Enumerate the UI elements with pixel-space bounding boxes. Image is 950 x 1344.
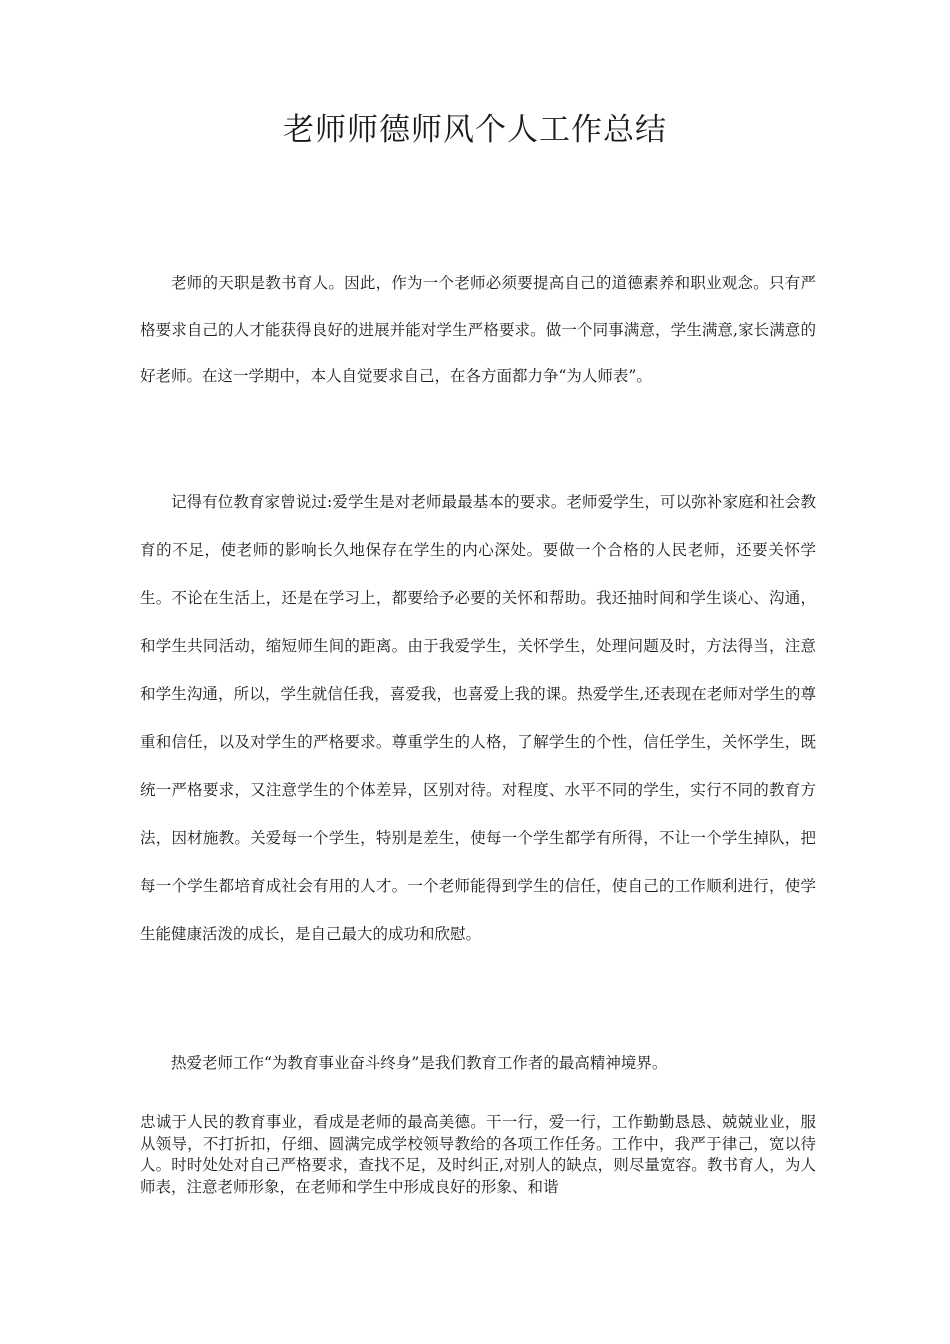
paragraph-loyalty: 忠诚于人民的教育事业，看成是老师的最高美德。干一行，爱一行，工作勤勤恳恳、兢兢业业，服从领导，不打折扣，仔细、圆满完成学校领导教给的各项工作任务。工作中，我严于律己，宽以待人。时时处处对自己严格要求，查找不足，及时纠正,对别人的缺点，则尽量宽容。教书育人，为人师表，注意老师形象，在老师和学生中形成良好的形象、和谐 [140, 1113, 816, 1196]
paragraph-duty: 老师的天职是教书育人。因此，作为一个老师必须要提高自己的道德素养和职业观念。只有严格要求自己的人才能获得良好的进展并能对学生严格要求。做一个同事满意，学生满意,家长满意的好老师。在这一学期中，本人自觉要求自己，在各方面都力争“为人师表”。 [140, 274, 816, 385]
paragraph-love-students: 记得有位教育家曾说过:爱学生是对老师最最基本的要求。老师爱学生，可以弥补家庭和社会教育的不足，使老师的影响长久地保存在学生的内心深处。要做一个合格的人民老师，还要关怀学生。不论在生活上，还是在学习上，都要给予必要的关怀和帮助。我还抽时间和学生谈心、沟通，和学生共同活动，缩短师生间的距离。由于我爱学生，关怀学生，处理问题及时，方法得当，注意和学生沟通，所以，学生就信任我，喜爱我，也喜爱上我的课。热爱学生,还表现在老师对学生的尊重和信任，以及对学生的严格要求。尊重学生的人格，了解学生的个性，信任学生，关怀学生，既统一严格要求，又注意学生的个体差异，区别对待。对程度、水平不同的学生，实行不同的教育方法，因材施教。关爱每一个学生，特别是差生，使每一个学生都学有所得，不让一个学生掉队，把每一个学生都培育成社会有用的人才。一个老师能得到学生的信任，使自己的工作顺利进行，使学生能健康活泼的成长，是自己最大的成功和欣慰。 [140, 493, 816, 943]
document-title: 老师师德师风个人工作总结 [283, 112, 667, 148]
paragraph-love-work: 热爱老师工作“为教育事业奋斗终身”是我们教育工作者的最高精神境界。 [171, 1054, 668, 1072]
